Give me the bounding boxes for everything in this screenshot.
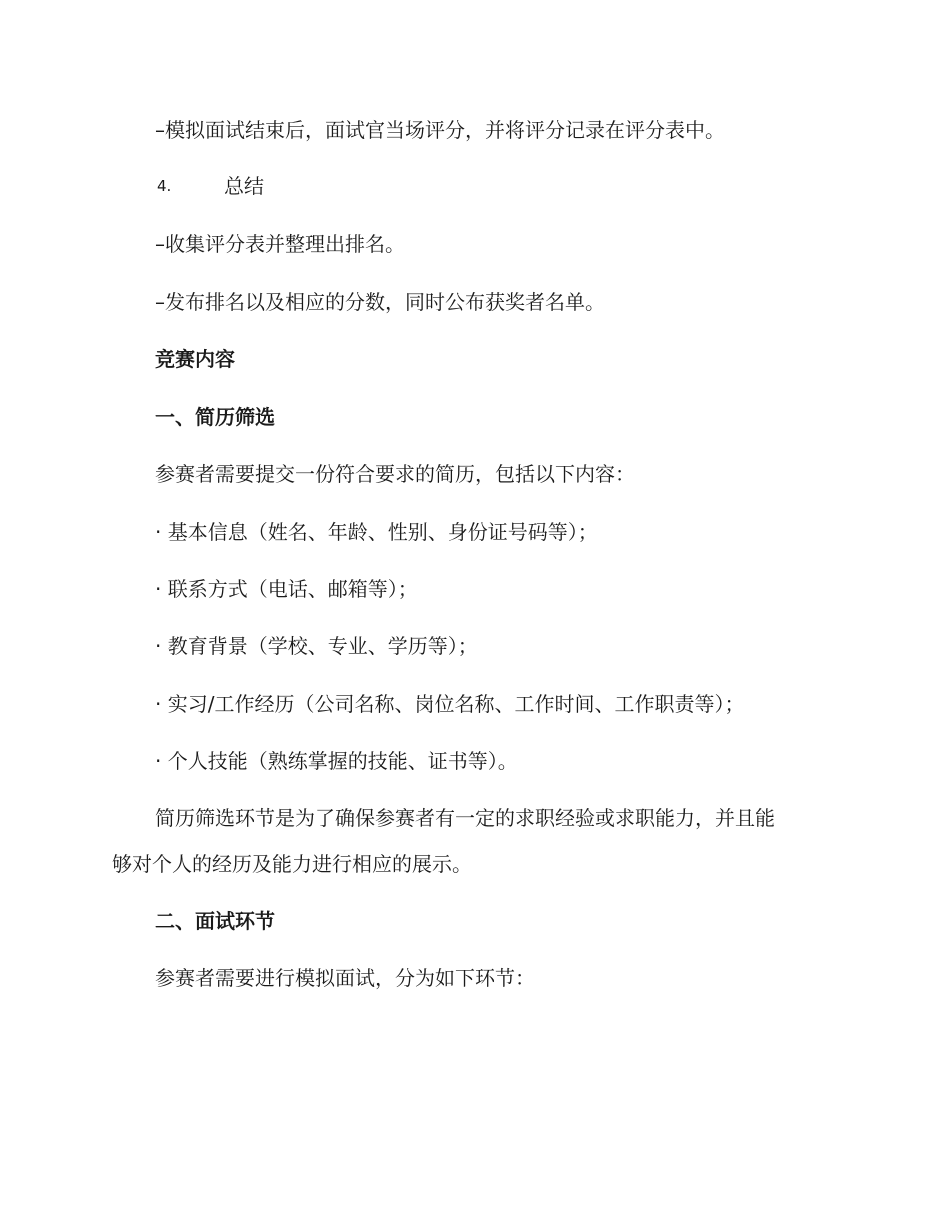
step-number: 4.: [157, 177, 172, 195]
bullet-item: · 基本信息（姓名、年龄、性别、身份证号码等）；: [155, 520, 598, 544]
collect-scores-line: –收集评分表并整理出排名。: [155, 232, 405, 256]
step-title: 总结: [224, 174, 264, 198]
bullet-item: · 个人技能（熟练掌握的技能、证书等）。: [155, 749, 518, 773]
section-heading: 竞赛内容: [155, 347, 235, 371]
subsection-heading-resume: 一、简历筛选: [155, 405, 275, 429]
paragraph-line-1: 简历筛选环节是为了确保参赛者有一定的求职经验或求职能力，并且能: [155, 806, 775, 830]
interview-scoring-line: –模拟面试结束后，面试官当场评分，并将评分记录在评分表中。: [155, 118, 725, 142]
resume-intro: 参赛者需要提交一份符合要求的简历，包括以下内容：: [155, 462, 635, 486]
paragraph-line-2: 够对个人的经历及能力进行相应的展示。: [112, 852, 472, 876]
bullet-item: · 教育背景（学校、专业、学历等）；: [155, 634, 478, 658]
bullet-item: · 联系方式（电话、邮箱等）；: [155, 577, 418, 601]
publish-ranking-line: –发布排名以及相应的分数，同时公布获奖者名单。: [155, 290, 605, 314]
bullet-item: · 实习/工作经历（公司名称、岗位名称、工作时间、工作职责等）；: [155, 692, 745, 716]
interview-intro: 参赛者需要进行模拟面试，分为如下环节：: [155, 966, 535, 990]
subsection-heading-interview: 二、面试环节: [155, 909, 275, 933]
